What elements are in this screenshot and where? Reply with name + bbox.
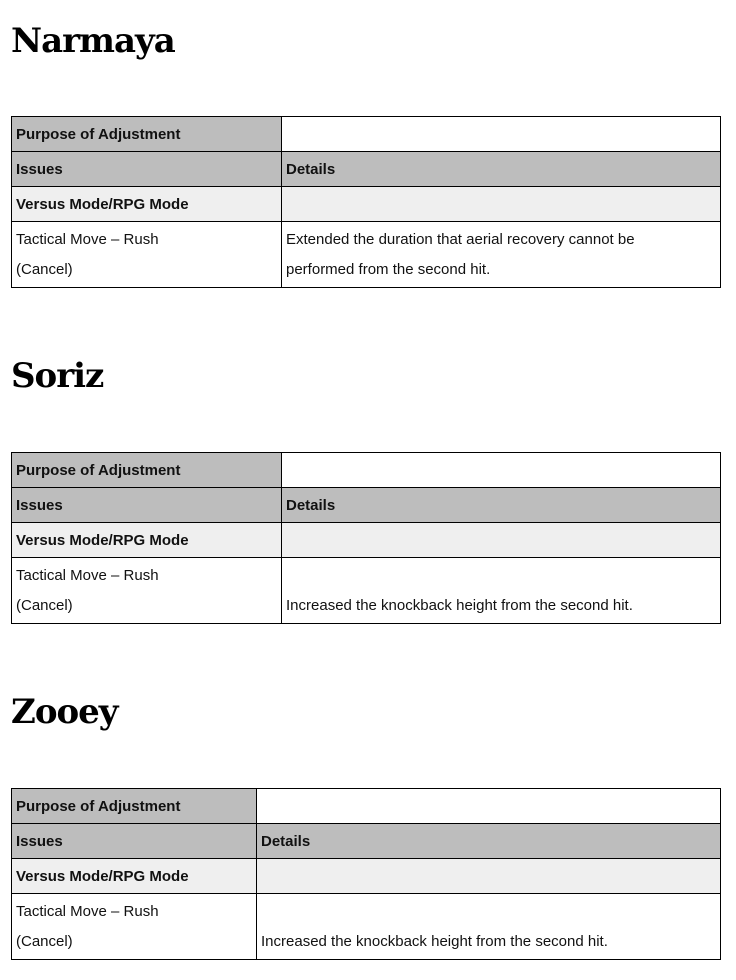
- issue-sub: (Cancel): [16, 932, 73, 950]
- table-row: [12, 222, 721, 288]
- purpose-value: [282, 453, 721, 488]
- table-header-row: [12, 824, 721, 859]
- purpose-value: [282, 117, 721, 152]
- issues-header: Issues: [12, 152, 282, 187]
- issue-name: Tactical Move – Rush: [16, 230, 159, 248]
- details-header: Details: [282, 152, 721, 187]
- purpose-row: [12, 453, 721, 488]
- issue-cell: [12, 894, 257, 960]
- mode-row: [12, 187, 721, 222]
- mode-empty-cell: [282, 523, 721, 558]
- character-title: Narmaya: [11, 21, 175, 61]
- mode-row: [12, 859, 721, 894]
- details-header: Details: [257, 824, 721, 859]
- table-row: [12, 558, 721, 624]
- issue-sub: (Cancel): [16, 260, 73, 278]
- table-row: [12, 894, 721, 960]
- adjustment-table: [11, 788, 721, 960]
- purpose-label: Purpose of Adjustment: [12, 789, 257, 824]
- details-header: Details: [282, 488, 721, 523]
- mode-row: [12, 523, 721, 558]
- issues-header: Issues: [12, 488, 282, 523]
- mode-label: Versus Mode/RPG Mode: [12, 187, 282, 222]
- issues-header: Issues: [12, 824, 257, 859]
- mode-label: Versus Mode/RPG Mode: [12, 859, 257, 894]
- details-cell: Increased the knockback height from the second hit.: [282, 558, 721, 624]
- purpose-label: Purpose of Adjustment: [12, 117, 282, 152]
- issue-name: Tactical Move – Rush: [16, 902, 159, 920]
- adjustment-table: [11, 116, 721, 288]
- character-title: Soriz: [11, 356, 104, 396]
- purpose-label: Purpose of Adjustment: [12, 453, 282, 488]
- mode-empty-cell: [257, 859, 721, 894]
- character-title: Zooey: [11, 692, 118, 732]
- adjustment-table: [11, 452, 721, 624]
- issue-cell: [12, 558, 282, 624]
- mode-label: Versus Mode/RPG Mode: [12, 523, 282, 558]
- issue-name: Tactical Move – Rush: [16, 566, 159, 584]
- details-cell: Increased the knockback height from the second hit.: [257, 894, 721, 960]
- issue-sub: (Cancel): [16, 596, 73, 614]
- purpose-row: [12, 117, 721, 152]
- details-cell: Extended the duration that aerial recovery cannot be performed from the second hit.: [282, 222, 721, 288]
- issue-cell: [12, 222, 282, 288]
- table-header-row: [12, 488, 721, 523]
- purpose-value: [257, 789, 721, 824]
- table-header-row: [12, 152, 721, 187]
- mode-empty-cell: [282, 187, 721, 222]
- purpose-row: [12, 789, 721, 824]
